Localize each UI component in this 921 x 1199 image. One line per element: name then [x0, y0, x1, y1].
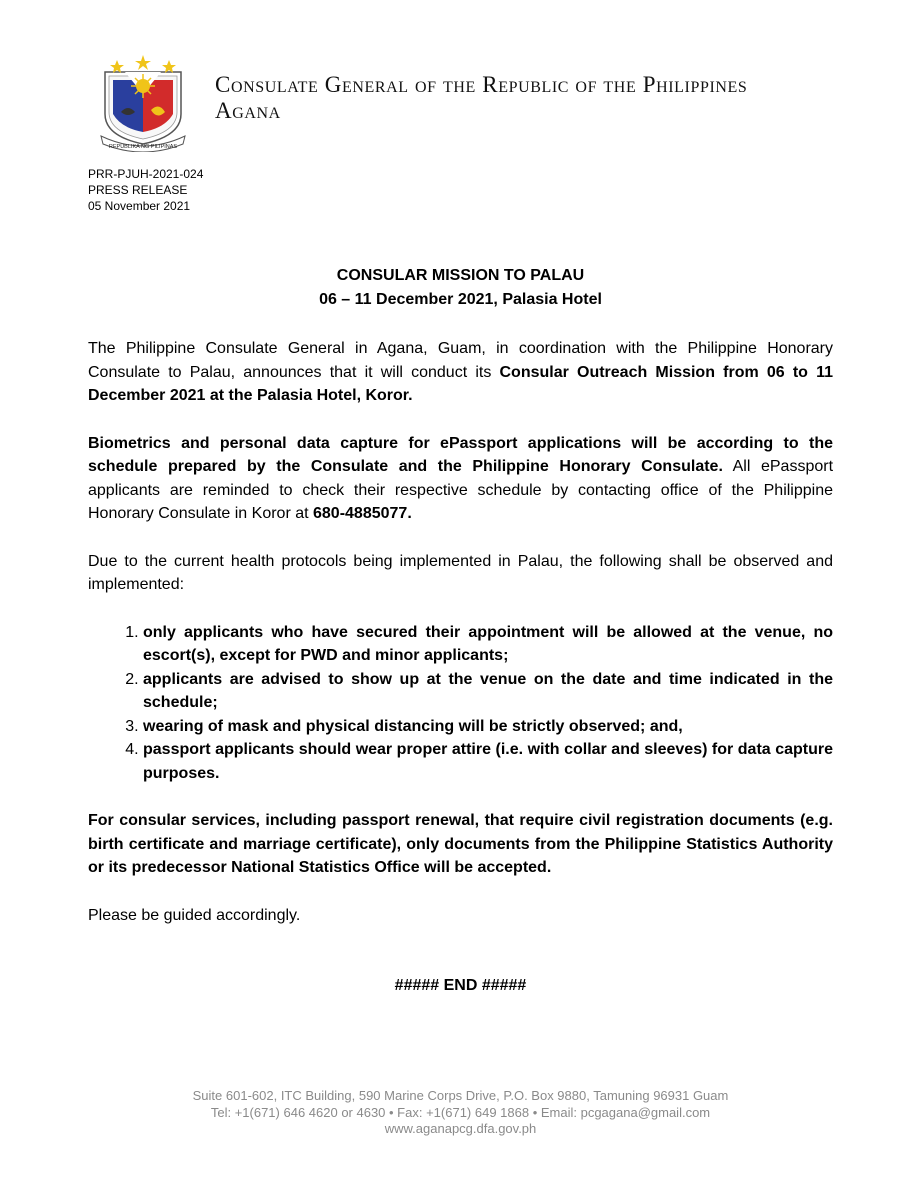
document-date: 05 November 2021 [88, 199, 191, 213]
paragraph-closing: Please be guided accordingly. [88, 906, 301, 924]
list-item: 2. applicants are advised to show up at the venue on the date and time indicated in the schedule; [143, 668, 833, 715]
document-meta [88, 166, 203, 214]
paragraph-announcement [88, 337, 833, 408]
p2-bold-text: Biometrics and personal data capture for ePassport applications will be according to the schedule prepared by the Consulate and the Philippine Honorary Consulate. [88, 434, 833, 475]
paragraph-biometrics [88, 432, 833, 526]
paragraph-protocols: Due to the current health protocols being implemented in Palau, the following shall be observed and implemented: [88, 552, 833, 593]
list-item: 3. wearing of mask and physical distancing will be strictly observed; and, [143, 715, 833, 739]
title-line2: 06 – 11 December 2021, Palasia Hotel [319, 291, 602, 308]
protocols-list [88, 621, 833, 786]
phone-number: 680-4885077. [313, 505, 412, 522]
p1-bold-text: Consular Outreach Mission from 06 to 11 December 2021 at the Palasia Hotel, Koror. [88, 363, 834, 404]
list-item: 4. passport applicants should wear proper attire (i.e. with collar and sleeves) for data capture purposes. [143, 738, 833, 785]
paragraph-consular-services: For consular services, including passport renewal, that require civil registration documents (e.g. birth certificate and marriage certificate), only documents from the Philippine Statistics Authority or its predecessor National Statistics Office will be accepted. [88, 812, 833, 876]
document-type: PRESS RELEASE [88, 183, 188, 197]
document-title [0, 264, 921, 312]
footer [0, 1088, 921, 1138]
svg-text:REPUBLIKA NG PILIPINAS: REPUBLIKA NG PILIPINAS [108, 144, 178, 150]
end-marker: ##### END ##### [394, 977, 527, 994]
p2-text: All ePassport applicants are reminded to check their respective schedule by contacting office of the Philippine Honorary Consulate in Koror at [88, 458, 834, 522]
p1-text: The Philippine Consulate General in Agana, Guam, in coordination with the Philippine Honorary Consulate to Palau, announces that it will conduct its [88, 340, 833, 381]
footer-website: www.aganapcg.dfa.gov.ph [384, 1121, 537, 1136]
org-name-line1: Consulate General of the Republic of the Philippines [215, 72, 748, 97]
footer-contact: Tel: +1(671) 646 4620 or 4630 • Fax: +1(671) 649 1868 • Email: pcgagana@gmail.com [210, 1104, 711, 1120]
list-item: 1. only applicants who have secured their appointment will be allowed at the venue, no escort(s), except for PWD and minor applicants; [143, 621, 833, 668]
reference-number: PRR-PJUH-2021-024 [88, 167, 204, 181]
organization-name [215, 72, 855, 124]
footer-address: Suite 601-602, ITC Building, 590 Marine Corps Drive, P.O. Box 9880, Tamuning 96931 Guam [192, 1088, 729, 1103]
title-line1: CONSULAR MISSION TO PALAU [336, 267, 585, 284]
org-name-line2: Agana [215, 98, 281, 123]
philippine-seal-logo [97, 52, 189, 152]
document-body [88, 337, 833, 927]
